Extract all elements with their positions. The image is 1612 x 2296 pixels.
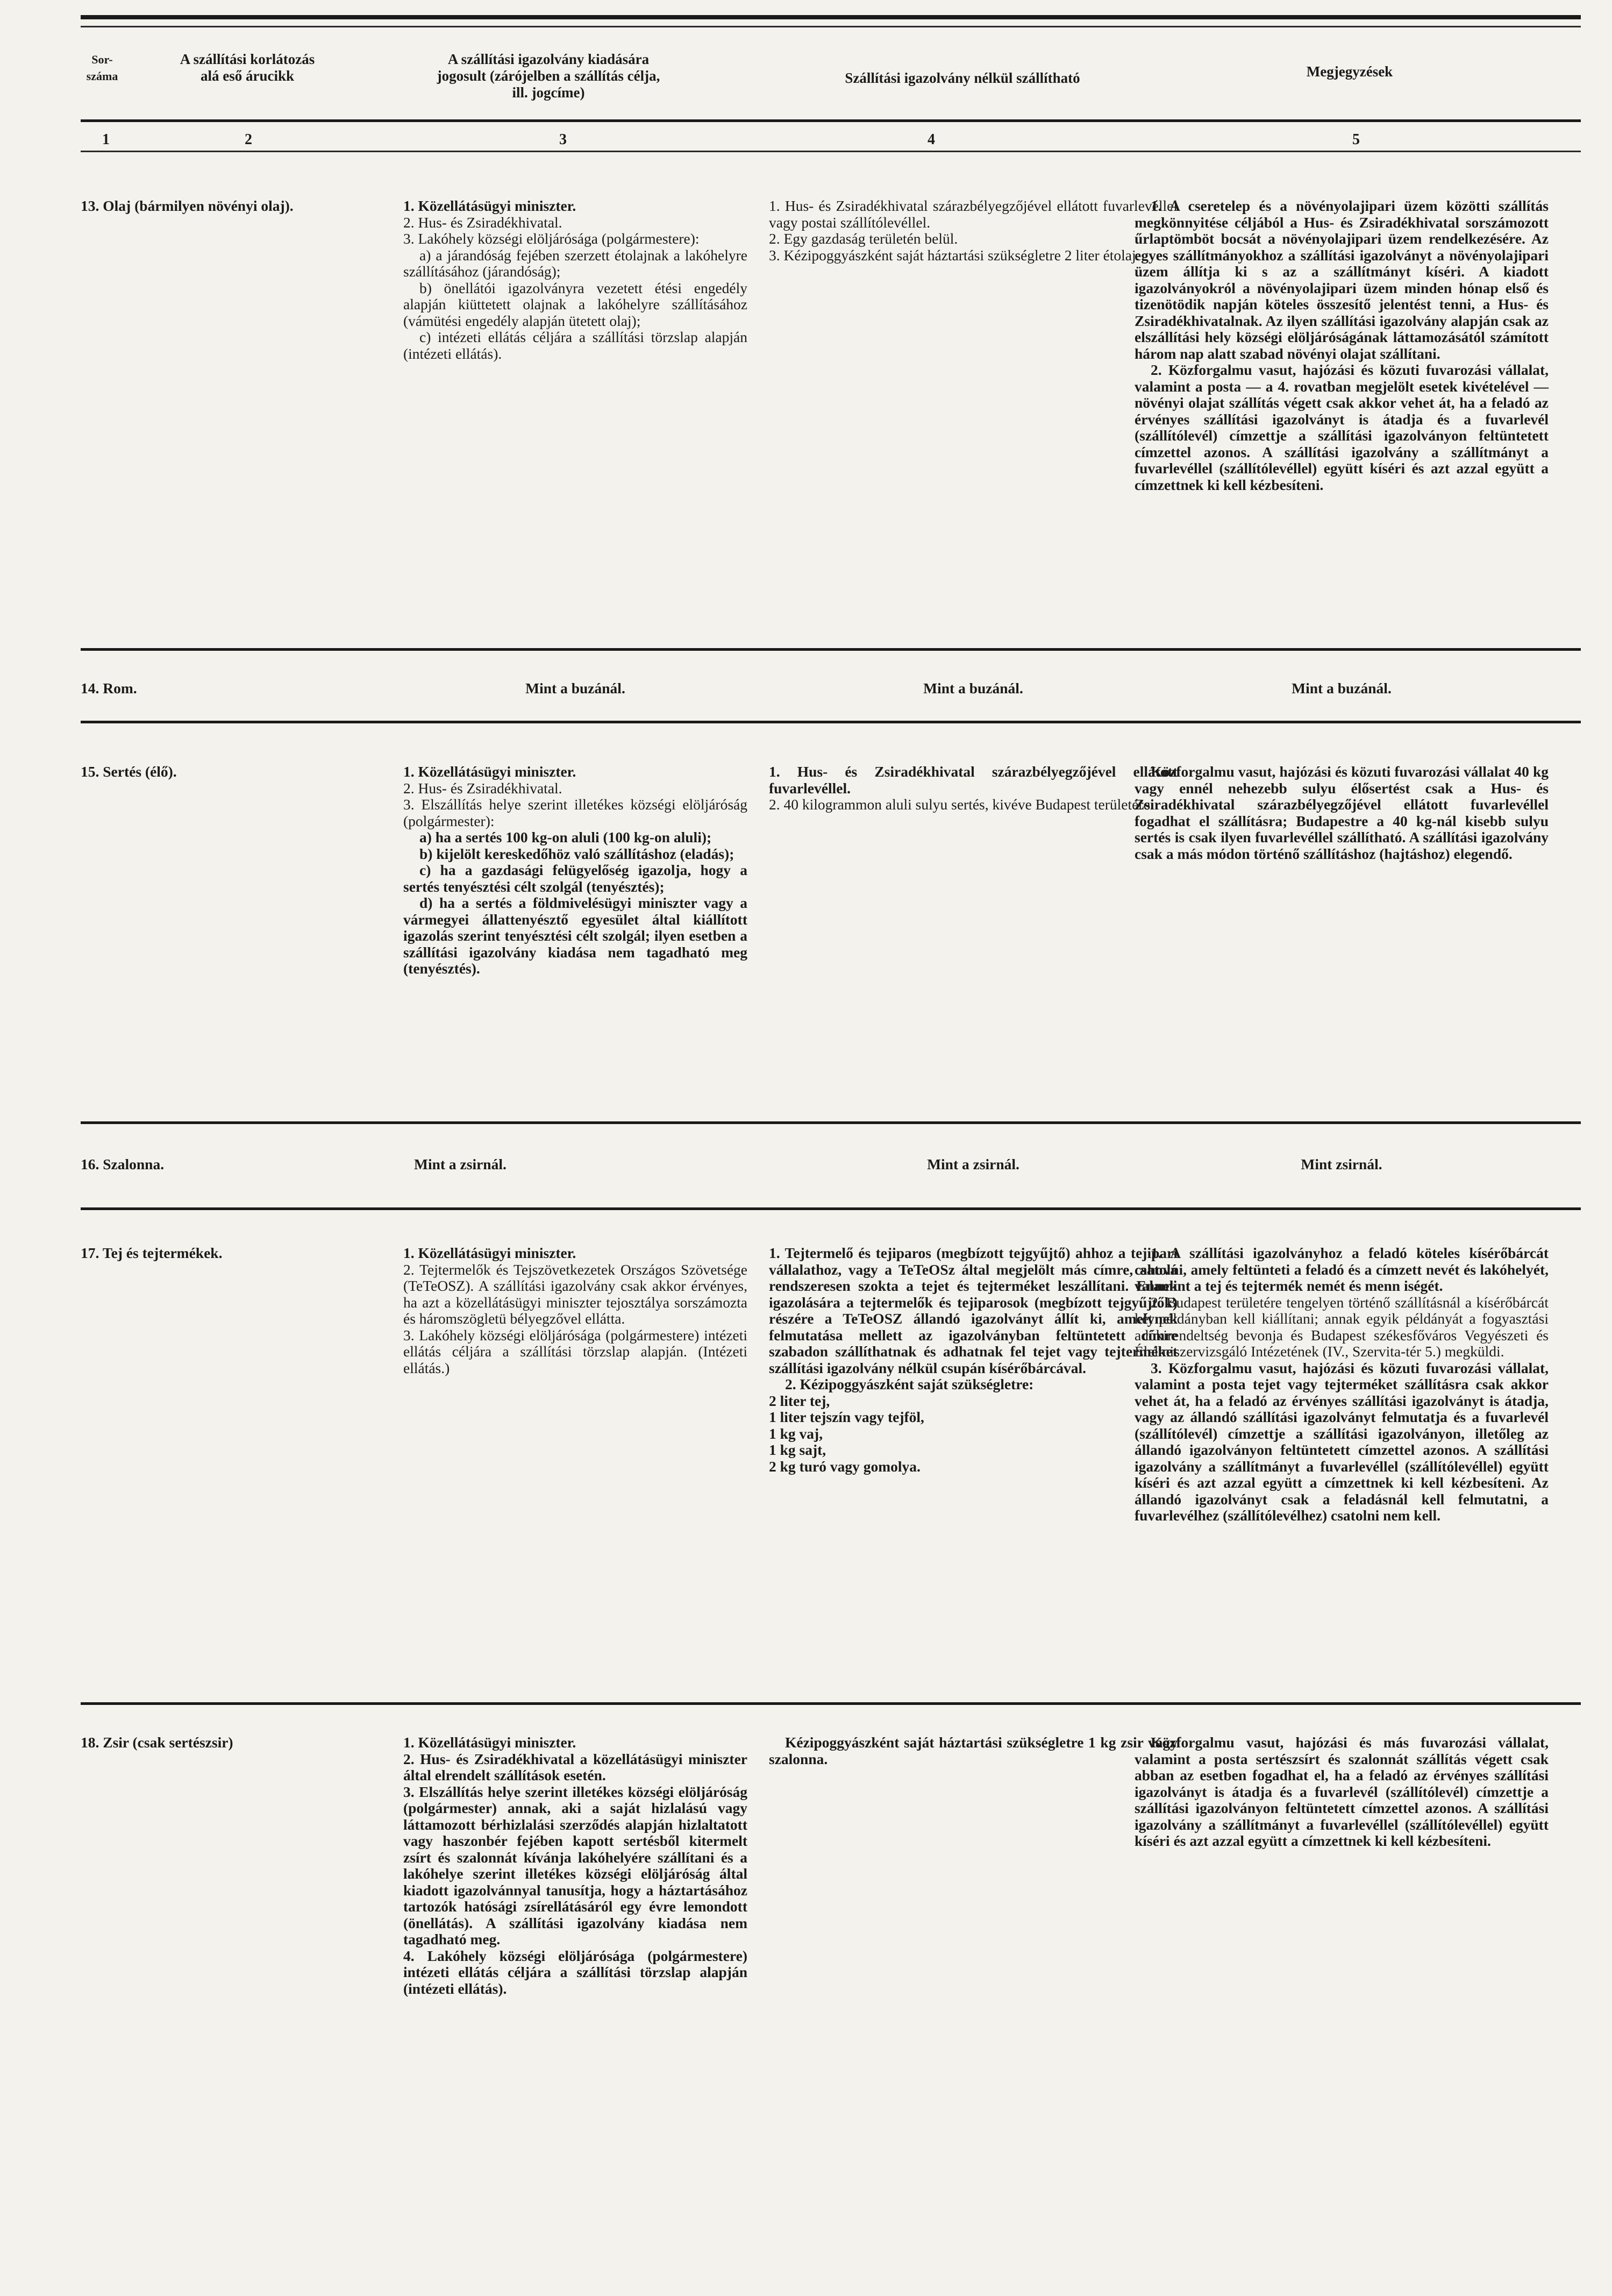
row-separator [81,721,1581,723]
row-18-issuer [403,1735,747,1997]
column-number-rule [81,151,1581,152]
row-18-without-permit-line: Kézipoggyászként saját háztartási szükségletre 1 kg zsir vagy szalonna. [769,1734,1178,1767]
row-17-without-permit-line: 1 liter tejszín vagy tejföl, [769,1409,924,1425]
row-separator [81,1702,1581,1705]
header-col-number: Sor- száma [86,53,118,83]
row-15-issuer-line: 2. Hus- és Zsiradékhivatal. [403,779,562,797]
row-16-without-permit: Mint a zsirnál. [927,1156,1019,1172]
row-17-without-permit-line: 1 kg vaj, [769,1425,823,1442]
row-17-without-permit-line: 1. Tejtermelő és tejiparos (megbízott tejgyűjtő) ahhoz a tejipari vállalathoz, vagy a TeTeOSz által megjelölt más címre, ahová rendszeresen szokta a tejet és tejterméket leszállítani. Ennek igazolására a tejtermelők és tejiparosok (megbízott tejgyűjtők) részére a TeTeOSZ állandó igazolványt állít ki, amelynek felmutatása mellett az igazolványban feltüntetett címre szabadon szállíthatnak és adhatnak fel tejet vagy tejterméket szállítási igazolvány nélkül csupán kísérőbárcával. [769,1245,1178,1376]
row-13-remarks-paragraph: 2. Közforgalmu vasut, hajózási és közuti fuvarozási vállalat, valamint a posta — a 4. rovatban megjelölt esetek kivételével — növényi olajat szállítás végett csak akkor vehet át, ha a feladó az érvényes szállítási igazolványt is átadja és a fuvarlevél (szállítólevél) címzettje a szállítási igazolványon feltüntetett címzettel azonos. A szállítási igazolvány a szállítmányt a fuvarlevéllel (szállítólevéllel) együtt kíséri és azt azzal együtt a címzettnek ki kell kézbesíteni. [1135,361,1549,493]
row-16-item: 16. Szalonna. [81,1156,165,1172]
row-15-issuer [403,764,747,977]
column-number-1: 1 [102,131,110,148]
gazette-page [81,0,1581,2296]
row-13-issuer-line: c) intézeti ellátás céljára a szállítási törzslap alapján (intézeti ellátás). [403,329,747,362]
column-number-5: 5 [1352,131,1360,148]
header-rule [81,119,1581,122]
header-col-remarks: Megjegyzések [1306,63,1393,80]
row-14-remarks: Mint a buzánál. [1292,680,1392,696]
row-15-issuer-line: 1. Közellátásügyi miniszter. [403,763,576,780]
row-18-issuer-line: 1. Közellátásügyi miniszter. [403,1734,576,1751]
column-number-4: 4 [928,131,935,148]
row-15-remarks-paragraph: Közforgalmu vasut, hajózási és közuti fuvarozási vállalat 40 kg vagy ennél nehezebb sulyu élősertést csak a Hus- és Zsiradékhivatal szárazbélyegzőjével ellátott fuvarlevéllel fogadhat el szállításra; Budapestre a 40 kg-nál kisebb sulyu sertés is csak ilyen fuvarlevéllel szállítható. A szállítási igazolvány csak a más módon történő szállításhoz (hajtáshoz) elegendő. [1135,763,1549,862]
header-col-issuer: A szállítási igazolvány kiadására jogosult (zárójelben a szállítás célja, ill. jogcíme) [437,51,660,101]
row-14-item: 14. Rom. [81,680,137,696]
row-15-issuer-line: d) ha a sertés a földmivelésügyi miniszter vagy a vármegyei állattenyésztő egyesület által kiállított igazolás szerint tenyésztési célt szolgál; ilyen esetben a szállítási igazolvány kiadása nem tagadható meg (tenyésztés). [403,894,747,977]
row-18-remarks [1135,1735,1549,1850]
row-separator [81,648,1581,651]
row-17-issuer-line: 2. Tejtermelők és Tejszövetkezetek Országos Szövetsége (TeTeOSZ). A szállítási igazolvány csak akkor érvényes, ha azt a közellátásügyi miniszter tejosztálya sorszámozta és háromszögletü bélyegzővel ellátta. [403,1261,747,1327]
top-thin-rule [81,26,1581,27]
row-15-issuer-line: 3. Elszállítás helye szerint illetékes községi elöljáróság (polgármester): [403,796,747,829]
row-17-remarks-paragraph: 1. A szállítási igazolványhoz a feladó köteles kísérőbárcát csatolni, amely feltünteti a feladó és a címzett nevét és lakóhelyét, valamint a tej és tejtermék nemét és menn iségét. [1135,1245,1549,1294]
row-17-remarks [1135,1245,1549,1524]
row-13-issuer [403,198,747,362]
row-16-issuer: Mint a zsirnál. [414,1156,507,1172]
row-15-without-permit [769,764,1178,813]
row-13-without-permit-line: 2. Egy gazdaság területén belül. [769,230,958,247]
row-17-remarks-paragraph: 2. Budapest területére tengelyen történő szállításnál a kísérőbárcát két példányban kell kiállítani; annak egyik példányát a fogyasztási adókirendeltség bevonja és Budapest székesfőváros Vegyészeti és Élelmiszervizsgáló Intézetének (IV., Szervita-tér 5.) megküldi. [1135,1293,1549,1360]
row-17-issuer-line: 3. Lakóhely községi elöljárósága (polgármestere) intézeti ellátás céljára a szállítási törzslap alapján. (Intézeti ellátás.) [403,1326,747,1376]
row-15-issuer-line: a) ha a sertés 100 kg-on aluli (100 kg-on aluli); [419,829,712,845]
row-13-item: 13. Olaj (bármilyen növényi olaj). [81,197,294,214]
column-number-3: 3 [559,131,567,148]
header-col-item: A szállítási korlátozás alá eső árucikk [180,51,315,84]
row-15-issuer-line: c) ha a gazdasági felügyelőség igazolja, hogy a sertés tenyésztési célt szolgál (tenyésztés); [403,862,747,895]
top-rule [81,15,1581,19]
row-17-issuer [403,1245,747,1376]
row-17-without-permit-line: 2 liter tej, [769,1392,830,1409]
row-18-without-permit [769,1735,1178,1767]
row-18-remarks-paragraph: Közforgalmu vasut, hajózási és más fuvarozási vállalat, valamint a posta sertészsírt és szalonnát szállítás végett csak abban az esetben fogadhat el, ha a feladó az érvényes szállítási igazolványt is átadja és a fuvarlevél (szállítólevél) címzettje a szállítási igazolványon feltüntetett címzettel azonos. A szállítási igazolvány a szállítmányt a fuvarlevéllel (szállítólevéllel) együtt kíséri és azt azzal együtt a címzettnek ki kell kézbesíteni. [1135,1734,1549,1849]
row-15-without-permit-line: 2. 40 kilogrammon aluli sulyu sertés, kivéve Budapest területére. [769,796,1154,813]
row-16-remarks: Mint zsirnál. [1301,1156,1382,1172]
row-14-issuer: Mint a buzánál. [525,680,625,696]
row-separator [81,1121,1581,1124]
row-13-remarks [1135,198,1549,493]
row-17-without-permit-line: 2 kg turó vagy gomolya. [769,1458,921,1475]
row-17-remarks-paragraph: 3. Közforgalmu vasut, hajózási és közuti fuvarozási vállalat, valamint a posta tejet vagy tejterméket szállításra csak akkor vehet át, ha a feladó az érvényes szállítási igazolványt is átadja, vagy az állandó szállítási igazolványt felmutatja és a fuvarlevél (szállítólevél) címzettje a szállítási igazolványon, illetőleg az állandó igazolványon feltüntetett címzettel azonos. A szállítási igazolvány a szállítmányt a fuvarlevéllel (szállítólevéllel) együtt kíséri és azt azzal együtt a címzettnek ki kell kézbesíteni. Az állandó igazolványt csak a feladásnál kell felmutatni, a fuvarlevélhez (szállítólevélhez) csatolni nem kell. [1135,1359,1549,1524]
row-15-remarks [1135,764,1549,862]
row-17-item: 17. Tej és tejtermékek. [81,1245,223,1261]
row-15-issuer-line: b) kijelölt kereskedőhöz való szállításhoz (eladás); [419,845,734,862]
column-number-2: 2 [245,131,252,148]
row-17-without-permit-line: 1 kg sajt, [769,1441,826,1458]
row-18-issuer-line: 4. Lakóhely községi elöljárósága (polgármestere) intézeti ellátás céljára a szállítási törzslap alapján (intézeti ellátás). [403,1947,747,1997]
row-13-issuer-line: b) önellátói igazolványra vezetett étési engedély alapján kiüttetett olajnak a lakóhelyre szállításához (vámütési engedély alapján ütetett olaj); [403,279,747,329]
row-18-item: 18. Zsir (csak sertészsir) [81,1734,233,1751]
row-15-without-permit-line: 1. Hus- és Zsiradékhivatal szárazbélyegzőjével ellátott fuvarlevéllel. [769,763,1178,797]
row-13-without-permit-line: 1. Hus- és Zsiradékhivatal szárazbélyegzőjével ellátott fuvarlevéllel vagy postai szállítólevéllel. [769,197,1178,231]
row-18-issuer-line: 3. Elszállítás helye szerint illetékes községi elöljáróság (polgármester) annak, aki a saját hizlalású vagy láttamozott bérhizlalási szerződés alapján hizlaltatott vagy haszonbér fejében kapott sertésből kitermelt zsírt és szalonnát kívánja lakóhelyére szállítani és a lakóhelye szerint illetékes községi elöljáróság által kiadott igazolvánnyal tanusítja, hogy a háztartásához tartozók hatósági zsírellátásáról egy évre lemondott (önellátás). A szállítási igazolvány kiadása nem tagadható meg. [403,1783,747,1947]
row-17-without-permit [769,1245,1178,1475]
row-15-item: 15. Sertés (élő). [81,763,177,780]
row-13-issuer-line: a) a járandóság fejében szerzett étolajnak a lakóhelyre szállításához (járandóság); [403,246,747,280]
row-13-issuer-line: 2. Hus- és Zsiradékhivatal. [403,214,562,231]
header-col-without-permit: Szállítási igazolvány nélkül szállítható [845,70,1080,86]
row-18-issuer-line: 2. Hus- és Zsiradékhivatal a közellátásügyi miniszter által elrendelt szállítások esetén. [403,1750,747,1783]
row-13-remarks-paragraph: 1. A cseretelep és a növényolajipari üzem közötti szállítás megkönnyitése céljából a Hus- és Zsiradékhivatal sorszámozott űrlaptömböt bocsát a növényolajipari üzem rendelkezésére. Az egyes szállítmányokhoz a szállítási igazolványt a növényolajipari üzem állítja ki s az a szállítmányt kíséri. A kiadott igazolványokról a növényolajipari üzem minden hónap első és tizenötödik napján köteles összesítő jelentést tenni, a Hus- és Zsiradékhivatalnak. Az ilyen szállítási igazolvány alapján csak az elszállítási hely községi elöljáróságának láttamozásától számított három nap alatt szabad növényi olajat szállítani. [1135,197,1549,362]
row-13-issuer-line: 1. Közellátásügyi miniszter. [403,197,576,214]
row-17-issuer-line: 1. Közellátásügyi miniszter. [403,1245,576,1261]
row-14-without-permit: Mint a buzánál. [923,680,1023,696]
row-17-without-permit-line: 2. Kézipoggyászként saját szükségletre: [785,1376,1034,1392]
row-separator [81,1207,1581,1210]
row-13-issuer-line: 3. Lakóhely községi elöljárósága (polgármestere): [403,230,700,247]
row-13-without-permit-line: 3. Kézipoggyászként saját háztartási szükségletre 2 liter étolaj. [769,246,1140,264]
row-13-without-permit [769,198,1178,264]
